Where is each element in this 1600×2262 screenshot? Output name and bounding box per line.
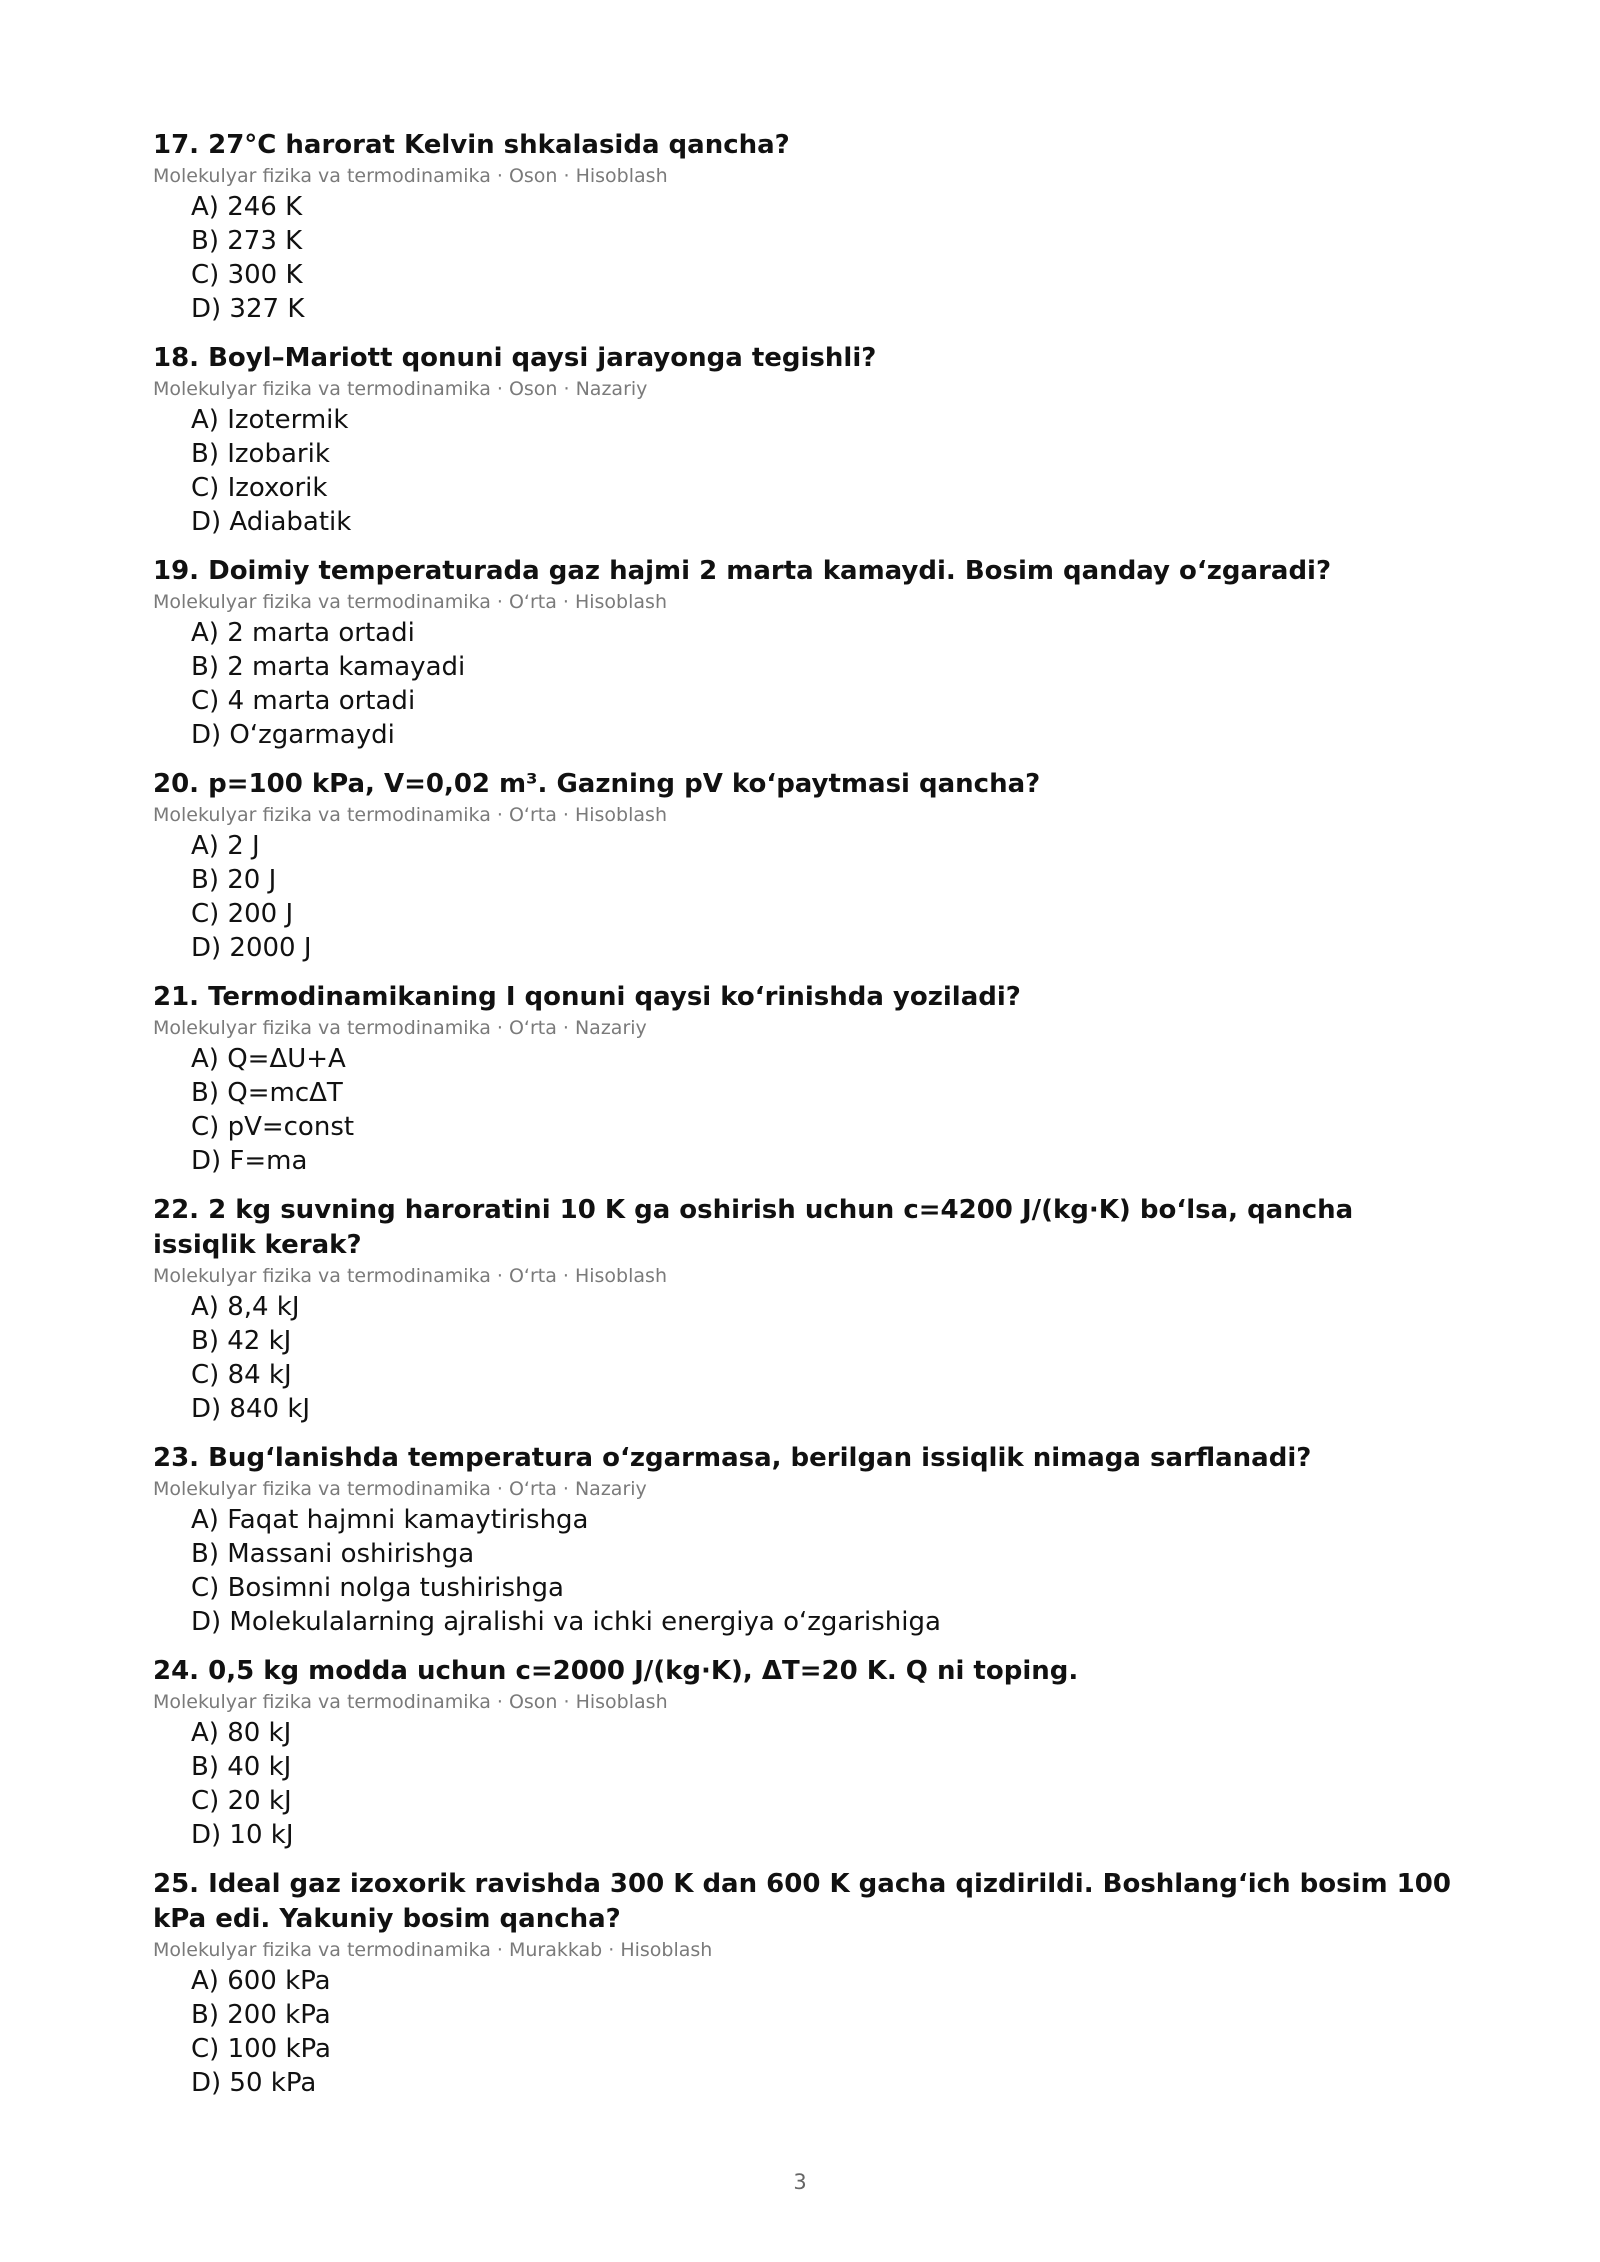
option-b: B) 20 J bbox=[191, 865, 277, 895]
option-c: C) pV=const bbox=[191, 1112, 355, 1142]
page-number: 3 bbox=[793, 2170, 807, 2194]
option-b: B) 40 kJ bbox=[191, 1752, 292, 1782]
option-d: D) 50 kPa bbox=[191, 2068, 317, 2098]
option-b: B) Massani oshirishga bbox=[191, 1539, 475, 1569]
question-meta: Molekulyar fizika va termodinamika · O‘rta · Nazariy bbox=[153, 1017, 647, 1039]
question-title: 24. 0,5 kg modda uchun c=2000 J/(kg·K), ΔT=20 K. Q ni toping. bbox=[153, 1656, 1079, 1686]
question-meta: Molekulyar fizika va termodinamika · O‘rta · Nazariy bbox=[153, 1478, 647, 1500]
question-23 bbox=[153, 1441, 1453, 1639]
option-d: D) F=ma bbox=[191, 1146, 308, 1176]
option-b: B) Q=mcΔT bbox=[191, 1078, 343, 1108]
question-title: 17. 27°C harorat Kelvin shkalasida qancha? bbox=[153, 130, 790, 160]
question-meta: Molekulyar fizika va termodinamika · O‘rta · Hisoblash bbox=[153, 804, 667, 826]
option-list bbox=[153, 1716, 1453, 1852]
question-title: 23. Bug‘lanishda temperatura o‘zgarmasa, berilgan issiqlik nimaga sarflanadi? bbox=[153, 1443, 1312, 1473]
option-d: D) 10 kJ bbox=[191, 1820, 294, 1850]
question-20 bbox=[153, 767, 1453, 965]
option-d: D) 2000 J bbox=[191, 933, 312, 963]
question-meta: Molekulyar fizika va termodinamika · Oson · Hisoblash bbox=[153, 165, 668, 187]
option-list bbox=[153, 1042, 1453, 1178]
option-b: B) 200 kPa bbox=[191, 2000, 331, 2030]
question-21 bbox=[153, 980, 1453, 1178]
option-b: B) Izobarik bbox=[191, 439, 330, 469]
option-a: A) Faqat hajmni kamaytirishga bbox=[191, 1505, 589, 1535]
option-a: A) 2 marta ortadi bbox=[191, 618, 415, 648]
question-19 bbox=[153, 554, 1453, 752]
question-title: 21. Termodinamikaning I qonuni qaysi ko‘rinishda yoziladi? bbox=[153, 982, 1021, 1012]
option-list bbox=[153, 616, 1453, 752]
option-a: A) 2 J bbox=[191, 831, 260, 861]
option-c: C) 100 kPa bbox=[191, 2034, 331, 2064]
question-title: 25. Ideal gaz izoxorik ravishda 300 K dan 600 K gacha qizdirildi. Boshlang‘ich bosim 100 kPa edi. Yakuniy bosim qancha? bbox=[153, 1869, 1451, 1934]
option-c: C) Izoxorik bbox=[191, 473, 328, 503]
option-c: C) 300 K bbox=[191, 260, 303, 290]
option-list bbox=[153, 190, 1453, 326]
option-d: D) Molekulalarning ajralishi va ichki energiya o‘zgarishiga bbox=[191, 1607, 941, 1637]
option-b: B) 42 kJ bbox=[191, 1326, 292, 1356]
option-a: A) Q=ΔU+A bbox=[191, 1044, 346, 1074]
option-list bbox=[153, 1964, 1453, 2100]
option-list bbox=[153, 829, 1453, 965]
option-c: C) 20 kJ bbox=[191, 1786, 292, 1816]
option-list bbox=[153, 1503, 1453, 1639]
option-c: C) 200 J bbox=[191, 899, 294, 929]
question-meta: Molekulyar fizika va termodinamika · O‘rta · Hisoblash bbox=[153, 591, 667, 613]
option-c: C) 4 marta ortadi bbox=[191, 686, 416, 716]
question-25 bbox=[153, 1867, 1453, 2100]
question-title: 19. Doimiy temperaturada gaz hajmi 2 marta kamaydi. Bosim qanday o‘zgaradi? bbox=[153, 556, 1332, 586]
option-d: D) Adiabatik bbox=[191, 507, 352, 537]
option-list bbox=[153, 403, 1453, 539]
question-title: 22. 2 kg suvning haroratini 10 K ga oshirish uchun c=4200 J/(kg·K) bo‘lsa, qancha issiqlik kerak? bbox=[153, 1195, 1354, 1260]
question-title: 20. p=100 kPa, V=0,02 m³. Gazning pV ko‘paytmasi qancha? bbox=[153, 769, 1041, 799]
question-title: 18. Boyl–Mariott qonuni qaysi jarayonga tegishli? bbox=[153, 343, 877, 373]
option-b: B) 273 K bbox=[191, 226, 303, 256]
option-a: A) 8,4 kJ bbox=[191, 1292, 300, 1322]
question-17 bbox=[153, 128, 1453, 326]
question-list bbox=[153, 128, 1453, 2115]
option-c: C) Bosimni nolga tushirishga bbox=[191, 1573, 564, 1603]
option-d: D) O‘zgarmaydi bbox=[191, 720, 395, 750]
question-meta: Molekulyar fizika va termodinamika · O‘rta · Hisoblash bbox=[153, 1265, 667, 1287]
option-list bbox=[153, 1290, 1453, 1426]
option-c: C) 84 kJ bbox=[191, 1360, 292, 1390]
option-d: D) 840 kJ bbox=[191, 1394, 311, 1424]
option-a: A) 600 kPa bbox=[191, 1966, 331, 1996]
option-a: A) 246 K bbox=[191, 192, 303, 222]
option-b: B) 2 marta kamayadi bbox=[191, 652, 466, 682]
option-d: D) 327 K bbox=[191, 294, 305, 324]
question-18 bbox=[153, 341, 1453, 539]
question-meta: Molekulyar fizika va termodinamika · Oson · Nazariy bbox=[153, 378, 648, 400]
option-a: A) 80 kJ bbox=[191, 1718, 292, 1748]
question-24 bbox=[153, 1654, 1453, 1852]
question-meta: Molekulyar fizika va termodinamika · Oson · Hisoblash bbox=[153, 1691, 668, 1713]
option-a: A) Izotermik bbox=[191, 405, 349, 435]
question-22 bbox=[153, 1193, 1453, 1426]
question-meta: Molekulyar fizika va termodinamika · Murakkab · Hisoblash bbox=[153, 1939, 713, 1961]
